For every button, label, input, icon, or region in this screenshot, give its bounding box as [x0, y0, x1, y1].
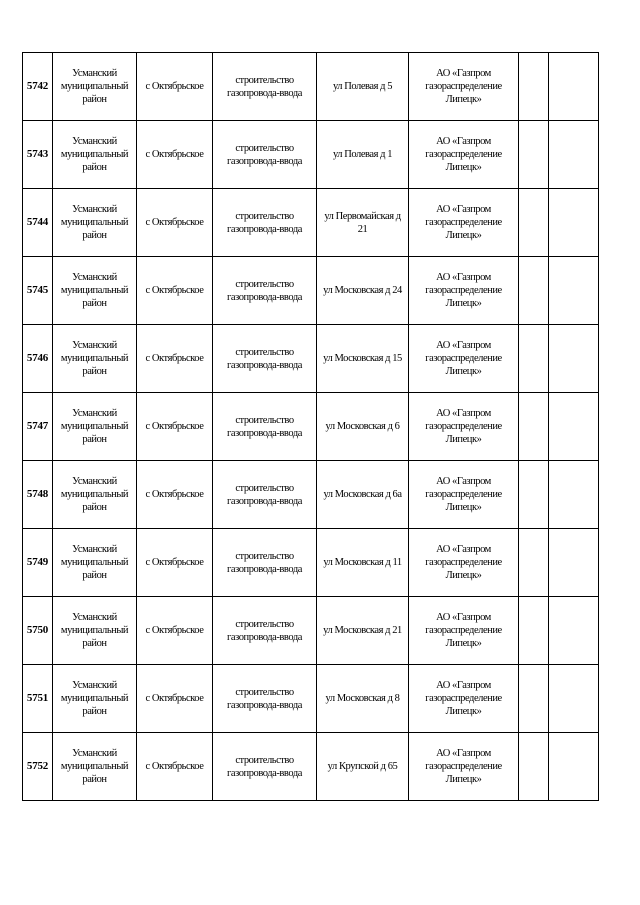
row-number: 5748	[23, 461, 53, 529]
organization-cell: АО «Газпром газораспределение Липецк»	[409, 665, 519, 733]
empty-cell	[549, 393, 599, 461]
work-type-cell: строительство газопровода-ввода	[213, 189, 317, 257]
district-cell: Усманский муниципальный район	[53, 529, 137, 597]
empty-cell	[549, 257, 599, 325]
village-cell: с Октябрьское	[137, 733, 213, 801]
empty-cell	[549, 461, 599, 529]
organization-cell: АО «Газпром газораспределение Липецк»	[409, 121, 519, 189]
organization-cell: АО «Газпром газораспределение Липецк»	[409, 257, 519, 325]
table-row	[23, 257, 599, 325]
table-row	[23, 53, 599, 121]
empty-cell	[549, 53, 599, 121]
table-row	[23, 461, 599, 529]
table-row	[23, 597, 599, 665]
row-number: 5743	[23, 121, 53, 189]
row-number: 5742	[23, 53, 53, 121]
table-row	[23, 325, 599, 393]
work-type-cell: строительство газопровода-ввода	[213, 733, 317, 801]
organization-cell: АО «Газпром газораспределение Липецк»	[409, 325, 519, 393]
empty-cell	[519, 597, 549, 665]
village-cell: с Октябрьское	[137, 597, 213, 665]
address-cell: ул Полевая д 5	[317, 53, 409, 121]
organization-cell: АО «Газпром газораспределение Липецк»	[409, 529, 519, 597]
empty-cell	[549, 189, 599, 257]
table-row	[23, 393, 599, 461]
district-cell: Усманский муниципальный район	[53, 257, 137, 325]
empty-cell	[519, 461, 549, 529]
empty-cell	[519, 257, 549, 325]
address-cell: ул Московская д 15	[317, 325, 409, 393]
address-cell: ул Московская д 8	[317, 665, 409, 733]
village-cell: с Октябрьское	[137, 665, 213, 733]
empty-cell	[519, 665, 549, 733]
row-number: 5751	[23, 665, 53, 733]
organization-cell: АО «Газпром газораспределение Липецк»	[409, 53, 519, 121]
work-type-cell: строительство газопровода-ввода	[213, 461, 317, 529]
organization-cell: АО «Газпром газораспределение Липецк»	[409, 189, 519, 257]
empty-cell	[519, 53, 549, 121]
row-number: 5752	[23, 733, 53, 801]
table-row	[23, 121, 599, 189]
address-cell: ул Крупской д 65	[317, 733, 409, 801]
district-cell: Усманский муниципальный район	[53, 665, 137, 733]
table-row	[23, 665, 599, 733]
district-cell: Усманский муниципальный район	[53, 53, 137, 121]
empty-cell	[519, 529, 549, 597]
empty-cell	[549, 733, 599, 801]
address-cell: ул Московская д 24	[317, 257, 409, 325]
district-cell: Усманский муниципальный район	[53, 733, 137, 801]
empty-cell	[519, 325, 549, 393]
work-type-cell: строительство газопровода-ввода	[213, 529, 317, 597]
row-number: 5744	[23, 189, 53, 257]
organization-cell: АО «Газпром газораспределение Липецк»	[409, 393, 519, 461]
work-type-cell: строительство газопровода-ввода	[213, 665, 317, 733]
empty-cell	[519, 121, 549, 189]
organization-cell: АО «Газпром газораспределение Липецк»	[409, 461, 519, 529]
address-cell: ул Полевая д 1	[317, 121, 409, 189]
work-type-cell: строительство газопровода-ввода	[213, 53, 317, 121]
address-cell: ул Московская д 21	[317, 597, 409, 665]
row-number: 5746	[23, 325, 53, 393]
village-cell: с Октябрьское	[137, 393, 213, 461]
work-type-cell: строительство газопровода-ввода	[213, 393, 317, 461]
table-row	[23, 733, 599, 801]
address-cell: ул Московская д 6	[317, 393, 409, 461]
table-row	[23, 529, 599, 597]
district-cell: Усманский муниципальный район	[53, 597, 137, 665]
work-type-cell: строительство газопровода-ввода	[213, 257, 317, 325]
address-cell: ул Московская д 6а	[317, 461, 409, 529]
empty-cell	[519, 733, 549, 801]
district-cell: Усманский муниципальный район	[53, 121, 137, 189]
row-number: 5747	[23, 393, 53, 461]
work-type-cell: строительство газопровода-ввода	[213, 325, 317, 393]
district-cell: Усманский муниципальный район	[53, 393, 137, 461]
village-cell: с Октябрьское	[137, 121, 213, 189]
district-cell: Усманский муниципальный район	[53, 189, 137, 257]
village-cell: с Октябрьское	[137, 53, 213, 121]
row-number: 5749	[23, 529, 53, 597]
district-cell: Усманский муниципальный район	[53, 325, 137, 393]
empty-cell	[549, 325, 599, 393]
organization-cell: АО «Газпром газораспределение Липецк»	[409, 733, 519, 801]
village-cell: с Октябрьское	[137, 325, 213, 393]
empty-cell	[519, 189, 549, 257]
village-cell: с Октябрьское	[137, 257, 213, 325]
district-cell: Усманский муниципальный район	[53, 461, 137, 529]
empty-cell	[549, 597, 599, 665]
registry-table	[22, 52, 599, 801]
empty-cell	[549, 529, 599, 597]
address-cell: ул Первомайская д 21	[317, 189, 409, 257]
village-cell: с Октябрьское	[137, 189, 213, 257]
address-cell: ул Московская д 11	[317, 529, 409, 597]
empty-cell	[549, 121, 599, 189]
empty-cell	[519, 393, 549, 461]
table-row	[23, 189, 599, 257]
registry-table-body	[23, 53, 599, 801]
empty-cell	[549, 665, 599, 733]
organization-cell: АО «Газпром газораспределение Липецк»	[409, 597, 519, 665]
work-type-cell: строительство газопровода-ввода	[213, 121, 317, 189]
work-type-cell: строительство газопровода-ввода	[213, 597, 317, 665]
row-number: 5750	[23, 597, 53, 665]
village-cell: с Октябрьское	[137, 461, 213, 529]
village-cell: с Октябрьское	[137, 529, 213, 597]
row-number: 5745	[23, 257, 53, 325]
